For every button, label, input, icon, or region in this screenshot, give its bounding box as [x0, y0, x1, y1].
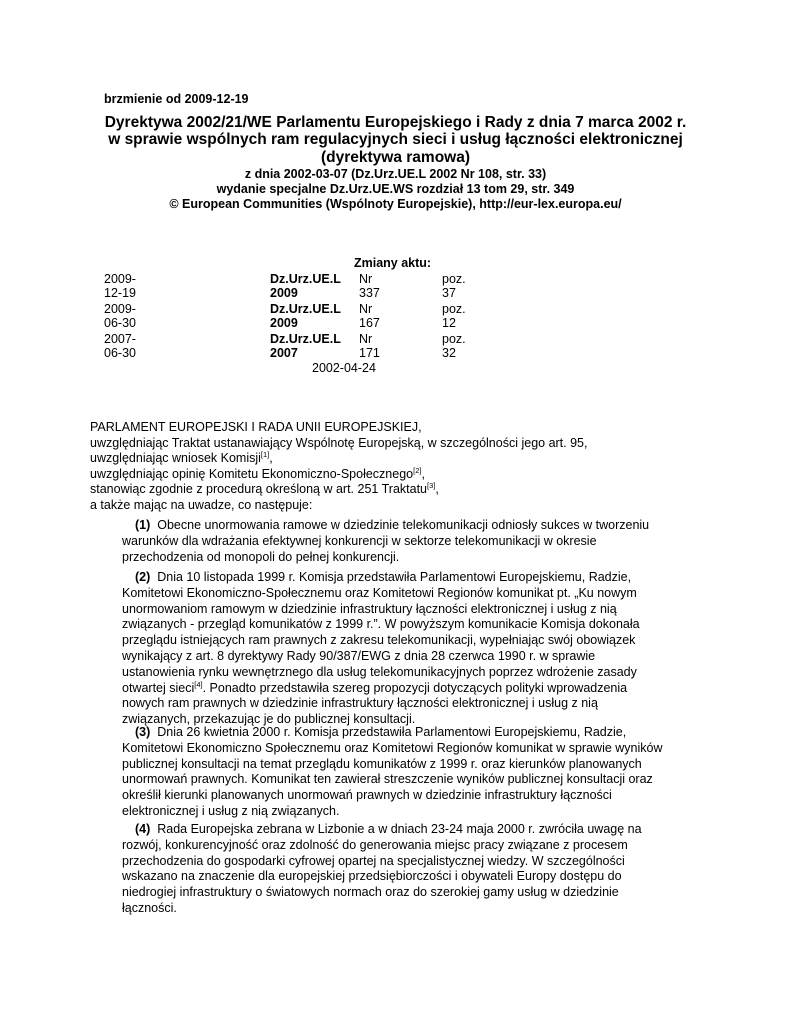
- recital-text: otwartej sieci: [122, 680, 195, 695]
- recital-line: niedrogiej infrastruktury o światowych normach oraz do szerokiej gamy usług w dziedzinie: [122, 885, 619, 900]
- amendment-number: Nr 337: [359, 272, 380, 300]
- preamble-line: a także mając na uwadze, co następuje:: [90, 497, 313, 512]
- recital-line: unormowań prawnych. Komunikat ten zawierał streszczenie wyników publicznej konsultacji oraz: [122, 772, 653, 787]
- recital-line: [135, 570, 640, 586]
- preamble-line: PARLAMENT EUROPEJSKI I RADA UNII EUROPEJSKIEJ,: [90, 420, 422, 434]
- recital-line: przechodzenia do gospodarki cyfrowej opartej na specjalistycznej wiedzy. W szczególności: [122, 853, 625, 868]
- recital: [122, 725, 663, 820]
- preamble-line: uwzględniając Traktat ustanawiający Wspólnotę Europejską, w szczególności jego art. 95,: [90, 435, 588, 450]
- footnote-link[interactable]: [4]: [194, 679, 203, 689]
- recital-number: (3): [135, 725, 151, 739]
- preamble-text: ,: [435, 482, 439, 496]
- publication-info: wydanie specjalne Dz.Urz.UE.WS rozdział 13 tom 29, str. 349: [216, 182, 575, 196]
- amendment-date: 2007-06-30: [104, 332, 136, 360]
- copyright-line: © European Communities (Wspólnoty Europejskie), http://eur-lex.europa.eu/: [169, 197, 622, 211]
- recital-line: związanych - przegląd komunikatów z 1999 r.”. W powyższym komunikacie Komisja dokonała: [122, 617, 640, 632]
- preamble-line: [90, 482, 587, 498]
- changes-heading: Zmiany aktu:: [354, 256, 432, 270]
- recital-number: (1): [135, 518, 151, 532]
- recital-line: przechodzenia od monopoli do pełnej konkurencji.: [122, 549, 400, 564]
- recital-line: unormowaniom ramowym w dziedzinie infrastruktury łączności elektronicznej i usług z nią: [122, 601, 617, 616]
- recital-line: Komitetowi Ekonomiczno-Społecznemu oraz Komitetowi Regionów komunikat pt. „Ku nowym: [122, 585, 637, 600]
- version-date: brzmienie od 2009-12-19: [104, 92, 249, 106]
- document-title-line: w sprawie wspólnych ram regulacyjnych sieci i usług łączności elektronicznej: [108, 131, 683, 148]
- recital-text: Obecne unormowania ramowe w dziedzinie telekomunikacji odniosły sukces w tworzeniu: [157, 518, 650, 532]
- recital-text: Dnia 26 kwietnia 2000 r. Komisja przedstawiła Parlamentowi Europejskiemu, Radzie,: [157, 725, 627, 739]
- document-title-line: Dyrektywa 2002/21/WE Parlamentu Europejskiego i Rady z dnia 7 marca 2002 r.: [104, 114, 687, 131]
- preamble-text: ,: [421, 466, 425, 481]
- recital-line: związanych, przekazując je do publicznej konsultacji.: [122, 712, 416, 727]
- footnote-link[interactable]: [1]: [260, 450, 270, 459]
- recital-number: (2): [135, 570, 151, 584]
- recital-line: Komitetowi Ekonomiczno Społecznemu oraz Komitetowi Regionów komunikat w sprawie wyników: [122, 740, 663, 755]
- footnote-link[interactable]: [2]: [413, 465, 422, 475]
- amendment-journal: Dz.Urz.UE.L 2009: [270, 272, 341, 300]
- recital-line: rozwój, konkurencyjność oraz zdolność do generowania miejsc pracy związane z procesem: [122, 837, 628, 852]
- recital-line: [135, 725, 663, 741]
- amendment-journal: Dz.Urz.UE.L 2007: [270, 332, 341, 360]
- recital-line: [122, 681, 640, 697]
- recital: [122, 518, 650, 565]
- recital-line: [135, 822, 642, 838]
- amendment-number: Nr 171: [359, 332, 380, 360]
- act-date: 2002-04-24: [312, 361, 376, 375]
- recital-line: publicznej konsultacji na temat przeglądu komunikatów z 1999 r. oraz kierunków planowanych: [122, 756, 642, 771]
- amendment-date: 2009-06-30: [104, 302, 136, 330]
- recital-line: łączności.: [122, 900, 177, 915]
- recital-line: określił kierunki planowanych unormowań prawnych w dziedzinie infrastruktury łączności: [122, 788, 612, 803]
- recital-number: (4): [135, 822, 151, 836]
- recital-line: nowych ram prawnych w dziedzinie infrastruktury łączności elektronicznej i usług z nią: [122, 696, 598, 711]
- recital: [122, 822, 642, 917]
- amendment-date: 2009-12-19: [104, 272, 136, 300]
- preamble-text: uwzględniając wniosek Komisji: [90, 451, 261, 465]
- publication-info: z dnia 2002-03-07 (Dz.Urz.UE.L 2002 Nr 108, str. 33): [244, 167, 547, 181]
- preamble-line: [90, 451, 587, 467]
- recital-text: Rada Europejska zebrana w Lizbonie a w dniach 23-24 maja 2000 r. zwróciła uwagę na: [157, 822, 642, 836]
- recital-line: ustanowienia rynku wewnętrznego dla usług telekomunikacyjnych poprzez wdrożenie zasady: [122, 664, 637, 679]
- footnote-link[interactable]: [3]: [427, 481, 436, 490]
- recital: [122, 570, 640, 728]
- recital-line: wskazano na znaczenie dla europejskiej przedsiębiorczości i obywateli Europy dostępu do: [122, 869, 622, 884]
- preamble-text: uwzględniając opinię Komitetu Ekonomiczno-Społecznego: [90, 466, 414, 481]
- document-title-line: (dyrektywa ramowa): [320, 149, 471, 166]
- amendment-position: poz. 12: [442, 302, 466, 330]
- preamble-text: ,: [269, 451, 273, 465]
- recital-text: Dnia 10 listopada 1999 r. Komisja przedstawiła Parlamentowi Europejskiemu, Radzie,: [157, 570, 632, 584]
- amendment-journal: Dz.Urz.UE.L 2009: [270, 302, 341, 330]
- amendment-number: Nr 167: [359, 302, 380, 330]
- amendment-position: poz. 32: [442, 332, 466, 360]
- preamble: [90, 420, 587, 513]
- preamble-line: [90, 467, 587, 483]
- recital-line: warunków dla wdrażania efektywnej konkurencji w sektorze telekomunikacji w okresie: [122, 533, 597, 548]
- recital-text: . Ponadto przedstawiła szereg propozycji dotyczących polityki wprowadzenia: [202, 680, 628, 695]
- recital-line: [135, 518, 649, 534]
- amendment-position: poz. 37: [442, 272, 466, 300]
- preamble-text: stanowiąc zgodnie z procedurą określoną w art. 251 Traktatu: [90, 482, 427, 496]
- recital-line: wynikający z art. 8 dyrektywy Rady 90/387/EWG z dnia 28 czerwca 1990 r. w sprawie: [122, 648, 596, 663]
- recital-line: przeglądu istniejących ram prawnych z zakresu telekomunikacji, wypełniając swój obowiązek: [122, 633, 636, 648]
- recital-line: elektronicznej i usług z nią związanych.: [122, 803, 340, 818]
